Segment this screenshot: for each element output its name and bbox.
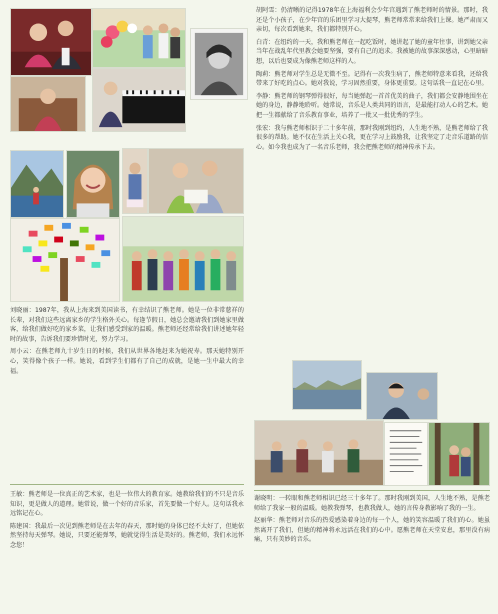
photo-flowers-group <box>92 8 186 68</box>
photo-family-outdoors <box>122 216 244 302</box>
photo-girl-smiling <box>66 150 120 218</box>
photo-letter <box>384 422 428 486</box>
tribute-paragraph: 陶莉：熊老师对学生总是无微不至。记得有一次我生病了，熊老师特意来看我，还给我带来了好吃的点心。她对我说，学习固然重要，身体更重要。这句话我一直记在心里。 <box>256 70 488 88</box>
photo-woman-in-sofa <box>10 76 86 132</box>
text-column-right-top <box>256 6 488 384</box>
photo-reading-together <box>148 148 244 214</box>
photo-mountain-lake <box>10 150 64 218</box>
photo-vintage-portrait <box>190 28 248 100</box>
tribute-paragraph: 王敏：熊老师是一位真正的艺术家，也是一位伟大的教育家。她教给我们的不只是音乐知识，更是做人的道理。她常说，做一个好的音乐家，首先要做一个好人。这句话我永远铭记在心。 <box>10 491 244 518</box>
tribute-paragraph: 刘晓丽：1987年，我从上海来到美国读书，有幸结识了熊老师。她是一位非常慈祥的长辈，对我们这些远离家乡的学生格外关心。每逢节假日，她总会邀请我们到她家里做客，给我们做好吃的家乡菜，让我们感受到家的温暖。熊老师还经常给我们讲述她年轻时的故事，告诉我们要珍惜时光，努力学习。 <box>10 307 244 343</box>
photo-couple-portrait <box>10 8 92 76</box>
tribute-paragraph: 白青：在纽约的一天，我和熊老师在一起吃饭时，她讲起了她的童年往事，讲到她父亲当年在战乱年代里教会她要坚强，要有自己的追求。我被她的故事深深感动，心里暗暗想，以后也要成为像熊老师这样的人。 <box>256 38 488 65</box>
tribute-paragraph: 周小云：在熊老师九十岁生日的时候，我们从世界各地赶来为她祝寿。那天她特别开心，笑得像个孩子一样。她说，看到学生们都有了自己的成就，是她一生中最大的幸福。 <box>10 348 244 375</box>
tribute-paragraph: 赵丽华：熊老师对音乐的热爱感染着身边的每一个人，她的笑容温暖了我们的心。她虽然离开了我们，但她的精神将永远活在我们的心中。愿熊老师在天堂安息，那里没有病痛，只有美妙的音乐。 <box>254 517 490 544</box>
photo-birthday-cake <box>122 148 148 214</box>
photo-colorful-tree <box>10 218 120 302</box>
photo-aerial-city <box>292 360 362 410</box>
tribute-paragraph: 谢晓明：一转眼和熊老师相识已经三十多年了。那时我刚到美国，人生地不熟，是熊老师给了我家一般的温暖。她教我弹琴，也教我做人，她的言传身教影响了我的一生。 <box>254 495 490 512</box>
photo-piano-player <box>92 68 186 132</box>
tribute-paragraph: 胡阿雪：仍清晰的记得1978年在上海福利会少年宫遇到了熊老师时的情景。那时，我还是个小孩子，在少年宫的乐团里学习大提琴，熊老师常常来给我们上课。她严肃而又亲切，每次看到她来，我们都特别开心。 <box>256 7 488 34</box>
photo-seated-group <box>254 420 384 486</box>
text-column-left-middle <box>10 306 244 478</box>
text-column-right-bottom <box>254 494 490 608</box>
section-divider <box>254 490 490 491</box>
text-column-left-bottom <box>10 490 244 608</box>
tribute-paragraph: 李静：熊老师的钢琴弹得很好，每当她弹起一首首优美的曲子，我们都会安静地围坐在她的身边，静静地聆听。她常说，音乐是人类共同的语言，是最能打动人心的艺术。她把一生都献给了音乐教育事业，培养了一批又一批优秀的学生。 <box>256 92 488 119</box>
tribute-paragraph: 张宏：我与熊老师相识于二十多年前，那时我刚到纽约，人生地不熟，是熊老师给了我很多的帮助。她不仅在生活上关心我，更在学习上鼓励我，让我坚定了走音乐道路的信心。如今我也成为了一名音乐老师，我会把熊老师的精神传承下去。 <box>256 124 488 151</box>
photo-young-man <box>366 372 438 420</box>
section-divider <box>10 484 244 485</box>
photo-forest-walk <box>428 422 490 486</box>
tribute-paragraph: 陈建国：我最后一次见到熊老师是在去年的春天，那时她的身体已经不太好了，但她依然坚持每天弹琴。她说，只要还能弹琴，她就觉得生活是美好的。熊老师，我们永远怀念您！ <box>10 522 244 549</box>
